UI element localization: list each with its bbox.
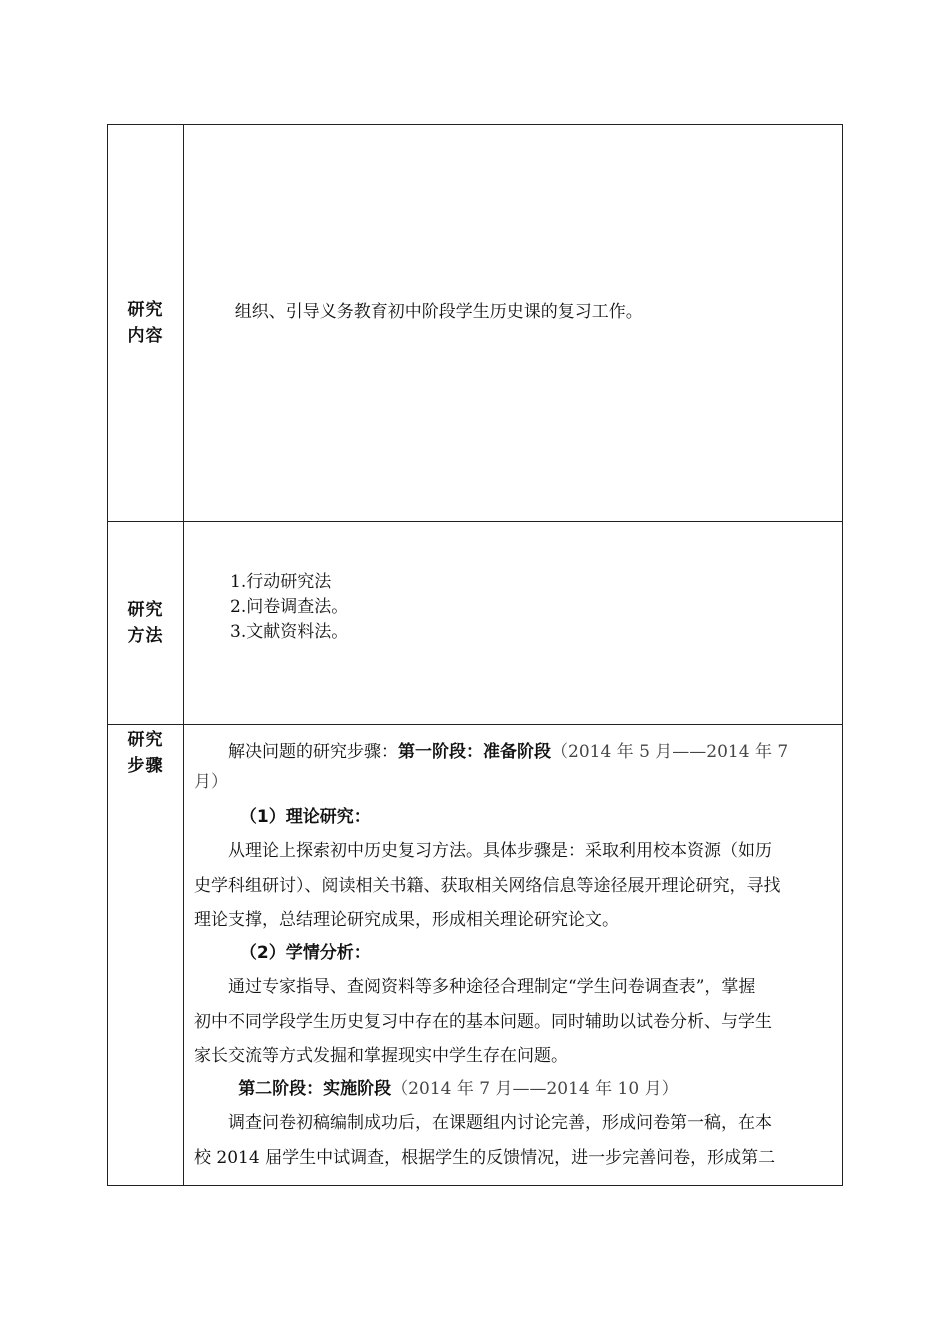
research-content-text: 组织、引导义务教育初中阶段学生历史课的复习工作。 (234, 302, 643, 322)
label-research-steps: 研究步骤 (127, 730, 164, 776)
row-research-steps (108, 725, 843, 1186)
sub2-line: 家长交流等方式发掘和掌握现实中学生存在问题。 (194, 1046, 568, 1067)
sub2-line: 初中不同学段学生历史复习中存在的基本问题。同时辅助以试卷分析、与学生 (194, 1011, 772, 1032)
steps-intro-line (194, 737, 830, 768)
phase2-title: 第二阶段：实施阶段 (238, 1078, 392, 1099)
sub1-title: （1）理论研究： (239, 806, 371, 827)
row-research-method (108, 522, 843, 725)
sub2-line: 通过专家指导、查阅资料等多种途径合理制定“学生问卷调查表”，掌握 (228, 977, 756, 998)
row-research-content (108, 125, 843, 522)
sub1-line: 史学科组研讨）、阅读相关书籍、获取相关网络信息等途径展开理论研究，寻找 (194, 875, 781, 896)
steps-intro-prefix: 解决问题的研究步骤： (228, 741, 398, 762)
phase2-text-line: 校 2014 届学生中试调查，根据学生的反馈情况，进一步完善问卷，形成第二 (194, 1147, 776, 1168)
label-cell (108, 125, 184, 522)
sub1-line: 理论支撑，总结理论研究成果，形成相关理论研究论文。 (194, 910, 619, 931)
content-cell (184, 725, 843, 1186)
label-cell (108, 522, 184, 725)
research-plan-table (107, 124, 843, 1186)
label-research-content: 研究内容 (127, 300, 164, 346)
phase2-text-line: 调查问卷初稿编制成功后，在课题组内讨论完善，形成问卷第一稿，在本 (228, 1113, 772, 1134)
content-cell (184, 125, 843, 522)
method-item: 1.行动研究法 (230, 572, 332, 592)
sub2-title: （2）学情分析： (239, 942, 371, 963)
method-item: 2.问卷调查法。 (230, 597, 349, 617)
method-item: 3.文献资料法。 (230, 622, 349, 642)
phase1-dates: （2014 年 5 月——2014 年 7 (551, 741, 789, 762)
label-cell (108, 725, 184, 1186)
phase2-line (194, 1074, 830, 1105)
phase1-title: 第一阶段：准备阶段 (398, 741, 551, 762)
phase2-dates: （2014 年 7 月——2014 年 10 月） (391, 1078, 679, 1099)
label-research-method: 研究方法 (127, 600, 164, 646)
phase1-dates-cont: 月） (194, 772, 228, 793)
content-cell (184, 522, 843, 725)
sub1-line: 从理论上探索初中历史复习方法。具体步骤是：采取利用校本资源（如历 (228, 841, 772, 862)
